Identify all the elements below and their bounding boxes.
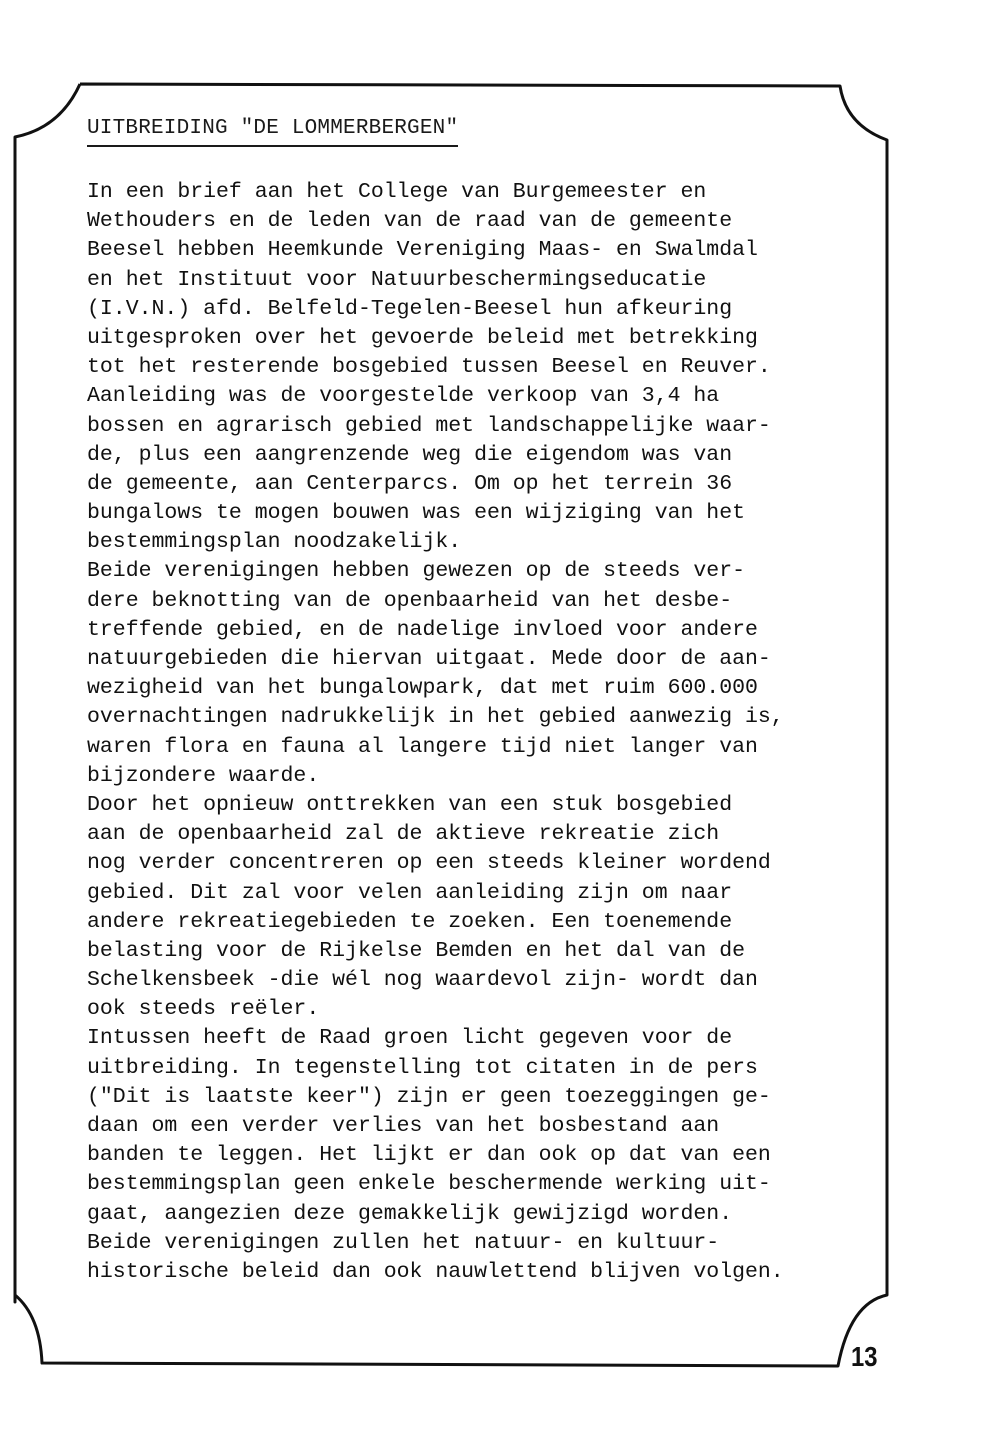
- text-line: gebied. Dit zal voor velen aanleiding zijn om naar: [87, 880, 733, 905]
- text-line: tot het resterende bosgebied tussen Beesel en Reuver.: [87, 355, 771, 380]
- article-title: UITBREIDING "DE LOMMERBERGEN": [87, 116, 458, 147]
- text-line: uitgesproken over het gevoerde beleid met betrekking: [87, 325, 758, 350]
- text-line: bestemmingsplan geen enkele beschermende werking uit-: [87, 1172, 771, 1197]
- text-line: ("Dit is laatste keer") zijn er geen toezeggingen ge-: [87, 1084, 771, 1109]
- text-line: en het Instituut voor Natuurbeschermingseducatie: [87, 267, 707, 292]
- text-line: waren flora en fauna al langere tijd niet langer van: [87, 734, 758, 759]
- text-line: Aanleiding was de voorgestelde verkoop van 3,4 ha: [87, 384, 720, 409]
- text-line: gaat, aangezien deze gemakkelijk gewijzigd worden.: [87, 1201, 733, 1226]
- text-line: de, plus een aangrenzende weg die eigendom was van: [87, 442, 733, 467]
- text-line: daan om een verder verlies van het bosbestand aan: [87, 1114, 720, 1138]
- text-line: bijzondere waarde.: [87, 763, 320, 788]
- text-line: overnachtingen nadrukkelijk in het gebied aanwezig is,: [87, 705, 784, 730]
- text-line: andere rekreatiegebieden te zoeken. Een toenemende: [87, 909, 733, 934]
- text-line: bestemmingsplan noodzakelijk.: [87, 530, 462, 555]
- page-number: 13: [851, 1341, 878, 1372]
- text-line: de gemeente, aan Centerparcs. Om op het terrein 36: [87, 471, 733, 496]
- text-line: dere beknotting van de openbaarheid van het desbe-: [87, 588, 733, 613]
- text-line: bungalows te mogen bouwen was een wijziging van het: [87, 501, 746, 526]
- text-line: wezigheid van het bungalowpark, dat met ruim 600.000: [87, 676, 758, 701]
- text-line: Beide verenigingen zullen het natuur- en kultuur-: [87, 1230, 720, 1255]
- text-line: In een brief aan het College van Burgemeester en: [87, 180, 707, 204]
- text-line: Door het opnieuw onttrekken van een stuk bosgebied: [87, 792, 733, 817]
- text-line: (I.V.N.) afd. Belfeld-Tegelen-Beesel hun afkeuring: [87, 296, 733, 321]
- text-line: Beide verenigingen hebben gewezen op de steeds ver-: [87, 559, 746, 584]
- article-body: [87, 178, 887, 1287]
- text-line: natuurgebieden die hiervan uitgaat. Mede door de aan-: [87, 647, 771, 671]
- text-line: Schelkensbeek -die wél nog waardevol zijn- wordt dan: [87, 968, 758, 993]
- text-line: banden te leggen. Het lijkt er dan ook op dat van een: [87, 1143, 771, 1168]
- text-line: historische beleid dan ook nauwlettend blijven volgen.: [87, 1259, 784, 1284]
- text-line: ook steeds reëler.: [87, 997, 320, 1022]
- text-line: aan de openbaarheid zal de aktieve rekreatie zich: [87, 822, 720, 847]
- text-line: Beesel hebben Heemkunde Vereniging Maas- en Swalmdal: [87, 238, 758, 263]
- text-line: bossen en agrarisch gebied met landschappelijke waar-: [87, 413, 771, 438]
- text-line: treffende gebied, en de nadelige invloed voor andere: [87, 617, 758, 642]
- text-line: Wethouders en de leden van de raad van de gemeente: [87, 209, 733, 234]
- text-line: nog verder concentreren op een steeds kleiner wordend: [87, 851, 771, 876]
- text-line: uitbreiding. In tegenstelling tot citaten in de pers: [87, 1055, 758, 1080]
- text-line: Intussen heeft de Raad groen licht gegeven voor de: [87, 1026, 733, 1051]
- text-line: belasting voor de Rijkelse Bemden en het dal van de: [87, 938, 746, 963]
